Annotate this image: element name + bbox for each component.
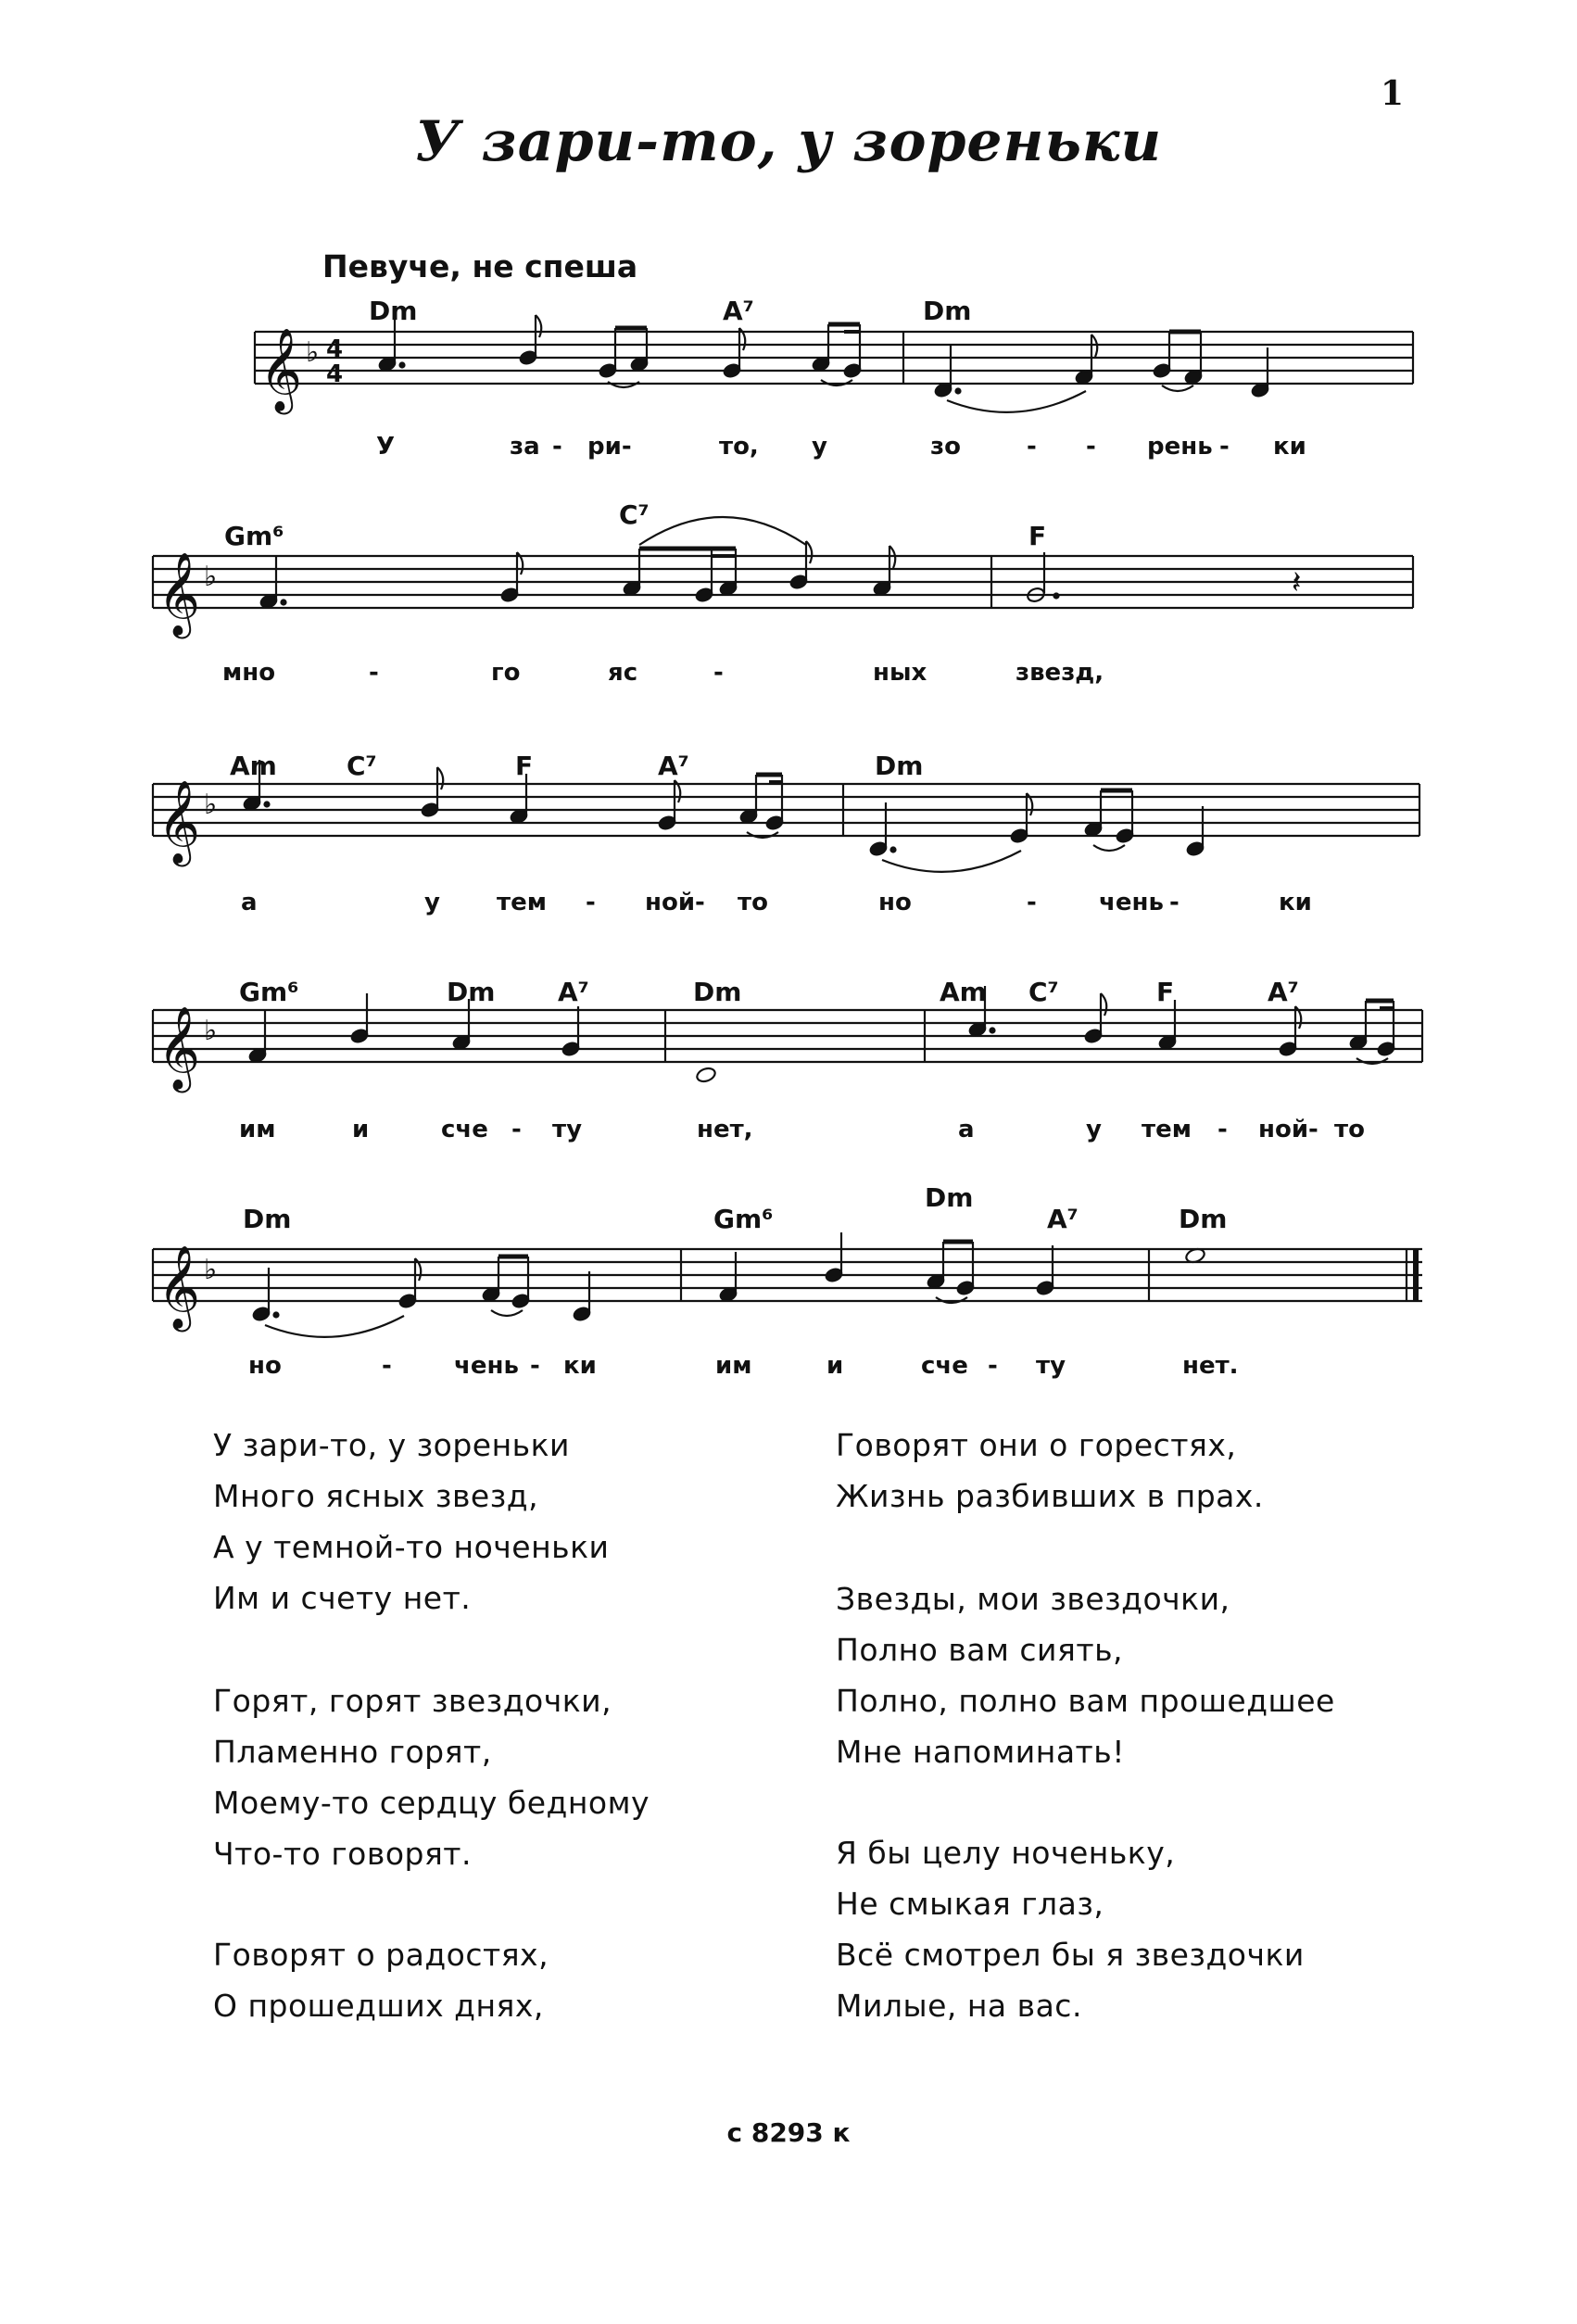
lyric-syllable: то: [1334, 1116, 1365, 1143]
verse-line: Я бы целу ноченьку,: [836, 1835, 1176, 1871]
verse-line: Мне напоминать!: [836, 1734, 1125, 1770]
lyric-syllable: -: [988, 1352, 998, 1380]
lyric-syllable: -: [511, 1116, 522, 1143]
verse-line: Говорят о радостях,: [213, 1937, 549, 1973]
staff-lines: [153, 784, 1419, 836]
lyric-syllable: сче: [441, 1116, 488, 1143]
lyric-syllable: -: [382, 1352, 392, 1380]
lyric-syllable: -: [1027, 889, 1037, 916]
lyric-syllable: -: [1219, 433, 1230, 461]
flat-key-signature: ♭: [306, 336, 320, 369]
lyric-syllable: ки: [563, 1352, 597, 1380]
verse-line: Моему-то сердцу бедному: [213, 1785, 650, 1821]
staff-lines: [255, 332, 1413, 384]
lyric-syllable: -: [552, 433, 562, 461]
lyric-syllable: -: [1217, 1116, 1228, 1143]
chord-symbol: A⁷: [558, 977, 589, 1007]
lyric-syllable: тем: [1142, 1116, 1192, 1143]
verse-stanza: [213, 1929, 549, 2031]
chord-symbol: C⁷: [1028, 977, 1059, 1007]
lyric-syllable: им: [715, 1352, 752, 1380]
slur: [639, 517, 806, 545]
verse-line: А у темной-то ноченьки: [213, 1529, 610, 1565]
verse-line: Полно, полно вам прошедшее: [836, 1683, 1335, 1719]
lyric-syllable: а: [958, 1116, 975, 1143]
note: [561, 1006, 580, 1057]
lyric-syllable: -: [530, 1352, 540, 1380]
lyric-syllable: ки: [1279, 889, 1312, 916]
lyric-syllable: -: [586, 889, 596, 916]
lyric-syllable: ту: [552, 1116, 583, 1143]
flat-key-signature: ♭: [204, 789, 218, 821]
treble-clef-icon: 𝄞: [158, 552, 201, 636]
lyric-syllable: звезд,: [1016, 659, 1104, 687]
verse-line: Не смыкая глаз,: [836, 1886, 1104, 1922]
chord-symbol: Gm⁶: [239, 977, 299, 1007]
lyric-syllable: у: [424, 889, 440, 916]
catalog-number: с 8293 к: [726, 2117, 851, 2148]
chord-symbol: C⁷: [347, 751, 377, 781]
slur: [265, 1316, 404, 1337]
lyric-syllable: нет.: [1182, 1352, 1239, 1380]
slur: [947, 391, 1086, 412]
lyric-syllable: тем: [497, 889, 547, 916]
lyric-syllable: -: [1027, 433, 1037, 461]
chord-symbol: A⁷: [658, 751, 689, 781]
verse-line: Жизнь разбивших в прах.: [836, 1478, 1264, 1514]
lyric-syllable: зо: [930, 433, 961, 461]
verse-line: Что-то говорят.: [213, 1836, 473, 1872]
note: [1036, 1245, 1054, 1296]
note: [573, 1271, 591, 1322]
lyric-syllable: яс: [608, 659, 638, 687]
page-number: 1: [1381, 74, 1405, 113]
treble-clef-icon: 𝄞: [259, 328, 303, 411]
lyric-syllable: сче: [921, 1352, 968, 1380]
verse-stanza: [836, 1827, 1305, 2031]
lyric-syllable: -: [1086, 433, 1096, 461]
tempo-marking: Певуче, не спеша: [322, 248, 638, 284]
verse-line: Горят, горят звездочки,: [213, 1683, 612, 1719]
lyric-syllable: -: [369, 659, 379, 687]
verse-line: Много ясных звезд,: [213, 1478, 539, 1514]
chord-symbol: Dm: [875, 751, 924, 781]
flat-key-signature: ♭: [204, 561, 218, 593]
treble-clef-icon: 𝄞: [158, 780, 201, 864]
verse-stanza: [213, 1420, 610, 1623]
chord-symbol: Dm: [693, 977, 742, 1007]
treble-clef-icon: 𝄞: [158, 1006, 201, 1090]
lyric-syllable: у: [812, 433, 827, 461]
verse-line: Пламенно горят,: [213, 1734, 492, 1770]
song-title: У зари-то, у зореньки: [414, 109, 1163, 174]
lyric-syllable: ту: [1036, 1352, 1066, 1380]
chord-symbol: A⁷: [1047, 1204, 1079, 1234]
lyric-syllable: но: [878, 889, 912, 916]
note: [1251, 347, 1269, 398]
lyric-syllable: ной-: [645, 889, 705, 916]
verse-stanza: [836, 1420, 1264, 1522]
note: [825, 1232, 843, 1283]
chord-symbol: Dm: [369, 296, 418, 326]
lyric-syllable: го: [491, 659, 521, 687]
lyric-syllable: -: [1169, 889, 1180, 916]
verse-line: Всё смотрел бы я звездочки: [836, 1937, 1305, 1973]
time-signature-bottom: 4: [326, 360, 344, 388]
lyric-syllable: чень: [454, 1352, 519, 1380]
note: [873, 546, 895, 597]
lyric-syllable: им: [239, 1116, 276, 1143]
lyric-syllable: то,: [719, 433, 759, 461]
chord-symbol: Gm⁶: [224, 521, 284, 551]
chord-symbol: Dm: [925, 1182, 974, 1213]
verse-line: Полно вам сиять,: [836, 1632, 1124, 1668]
lyric-syllable: у: [1086, 1116, 1102, 1143]
chord-symbol: F: [515, 751, 534, 781]
chord-symbol: Gm⁶: [713, 1204, 774, 1234]
lyric-syllable: нет,: [697, 1116, 753, 1143]
verse-stanza: [213, 1675, 650, 1879]
chord-symbol: Dm: [243, 1204, 292, 1234]
flat-key-signature: ♭: [204, 1254, 218, 1286]
note: [1186, 806, 1205, 857]
lyric-syllable: чень: [1099, 889, 1164, 916]
note: [1075, 335, 1097, 385]
chord-symbol: A⁷: [1268, 977, 1299, 1007]
lyric-syllable: и: [352, 1116, 370, 1143]
slur: [882, 851, 1021, 872]
chord-symbol: Dm: [923, 296, 972, 326]
time-signature-top: 4: [326, 335, 344, 363]
note: [1153, 332, 1171, 379]
verse-line: О прошедших днях,: [213, 1988, 544, 2024]
note: [510, 774, 528, 825]
chord-symbol: Dm: [447, 977, 496, 1007]
note: [1158, 1000, 1177, 1051]
chord-symbol: Am: [230, 751, 277, 781]
verse-line: Им и счету нет.: [213, 1580, 472, 1616]
chord-symbol: F: [1028, 521, 1047, 551]
verse-line: Говорят они о горестях,: [836, 1427, 1237, 1463]
lyric-syllable: но: [248, 1352, 282, 1380]
note: [739, 775, 758, 825]
lyric-syllable: то: [738, 889, 768, 916]
chord-symbol: C⁷: [619, 499, 650, 530]
note: [1349, 1001, 1368, 1051]
verse-stanza: [836, 1573, 1335, 1777]
note: [350, 993, 369, 1044]
lyric-syllable: а: [241, 889, 258, 916]
lyric-syllable: ных: [873, 659, 927, 687]
treble-clef-icon: 𝄞: [158, 1245, 201, 1329]
note: [695, 1066, 716, 1083]
staff-lines: [153, 1010, 1422, 1062]
chord-symbol: Dm: [1179, 1204, 1228, 1234]
verse-line: У зари-то, у зореньки: [213, 1427, 570, 1463]
note: [511, 1257, 530, 1309]
verse-line: Милые, на вас.: [836, 1988, 1082, 2024]
quarter-rest-icon: 𝄽: [1292, 564, 1302, 601]
lyric-syllable: -: [713, 659, 724, 687]
lyric-syllable: рень: [1147, 433, 1213, 461]
flat-key-signature: ♭: [204, 1015, 218, 1047]
chord-symbol: A⁷: [723, 296, 754, 326]
note: [482, 1257, 500, 1303]
lyric-syllable: мно: [222, 659, 276, 687]
lyric-syllable: и: [826, 1352, 844, 1380]
lyric-syllable: ки: [1273, 433, 1306, 461]
note: [1116, 790, 1134, 844]
staff-lines: [153, 556, 1413, 608]
chord-symbol: Am: [940, 977, 987, 1007]
lyric-syllable: за: [510, 433, 540, 461]
lyric-syllable: ри-: [587, 433, 632, 461]
staff-lines: [153, 1249, 1422, 1301]
note: [630, 328, 649, 373]
lyric-syllable: ной-: [1258, 1116, 1318, 1143]
note: [599, 328, 617, 379]
verse-line: Звезды, мои звездочки,: [836, 1581, 1230, 1617]
lyric-syllable: У: [376, 433, 396, 461]
chord-symbol: F: [1156, 977, 1175, 1007]
note: [719, 1252, 738, 1303]
